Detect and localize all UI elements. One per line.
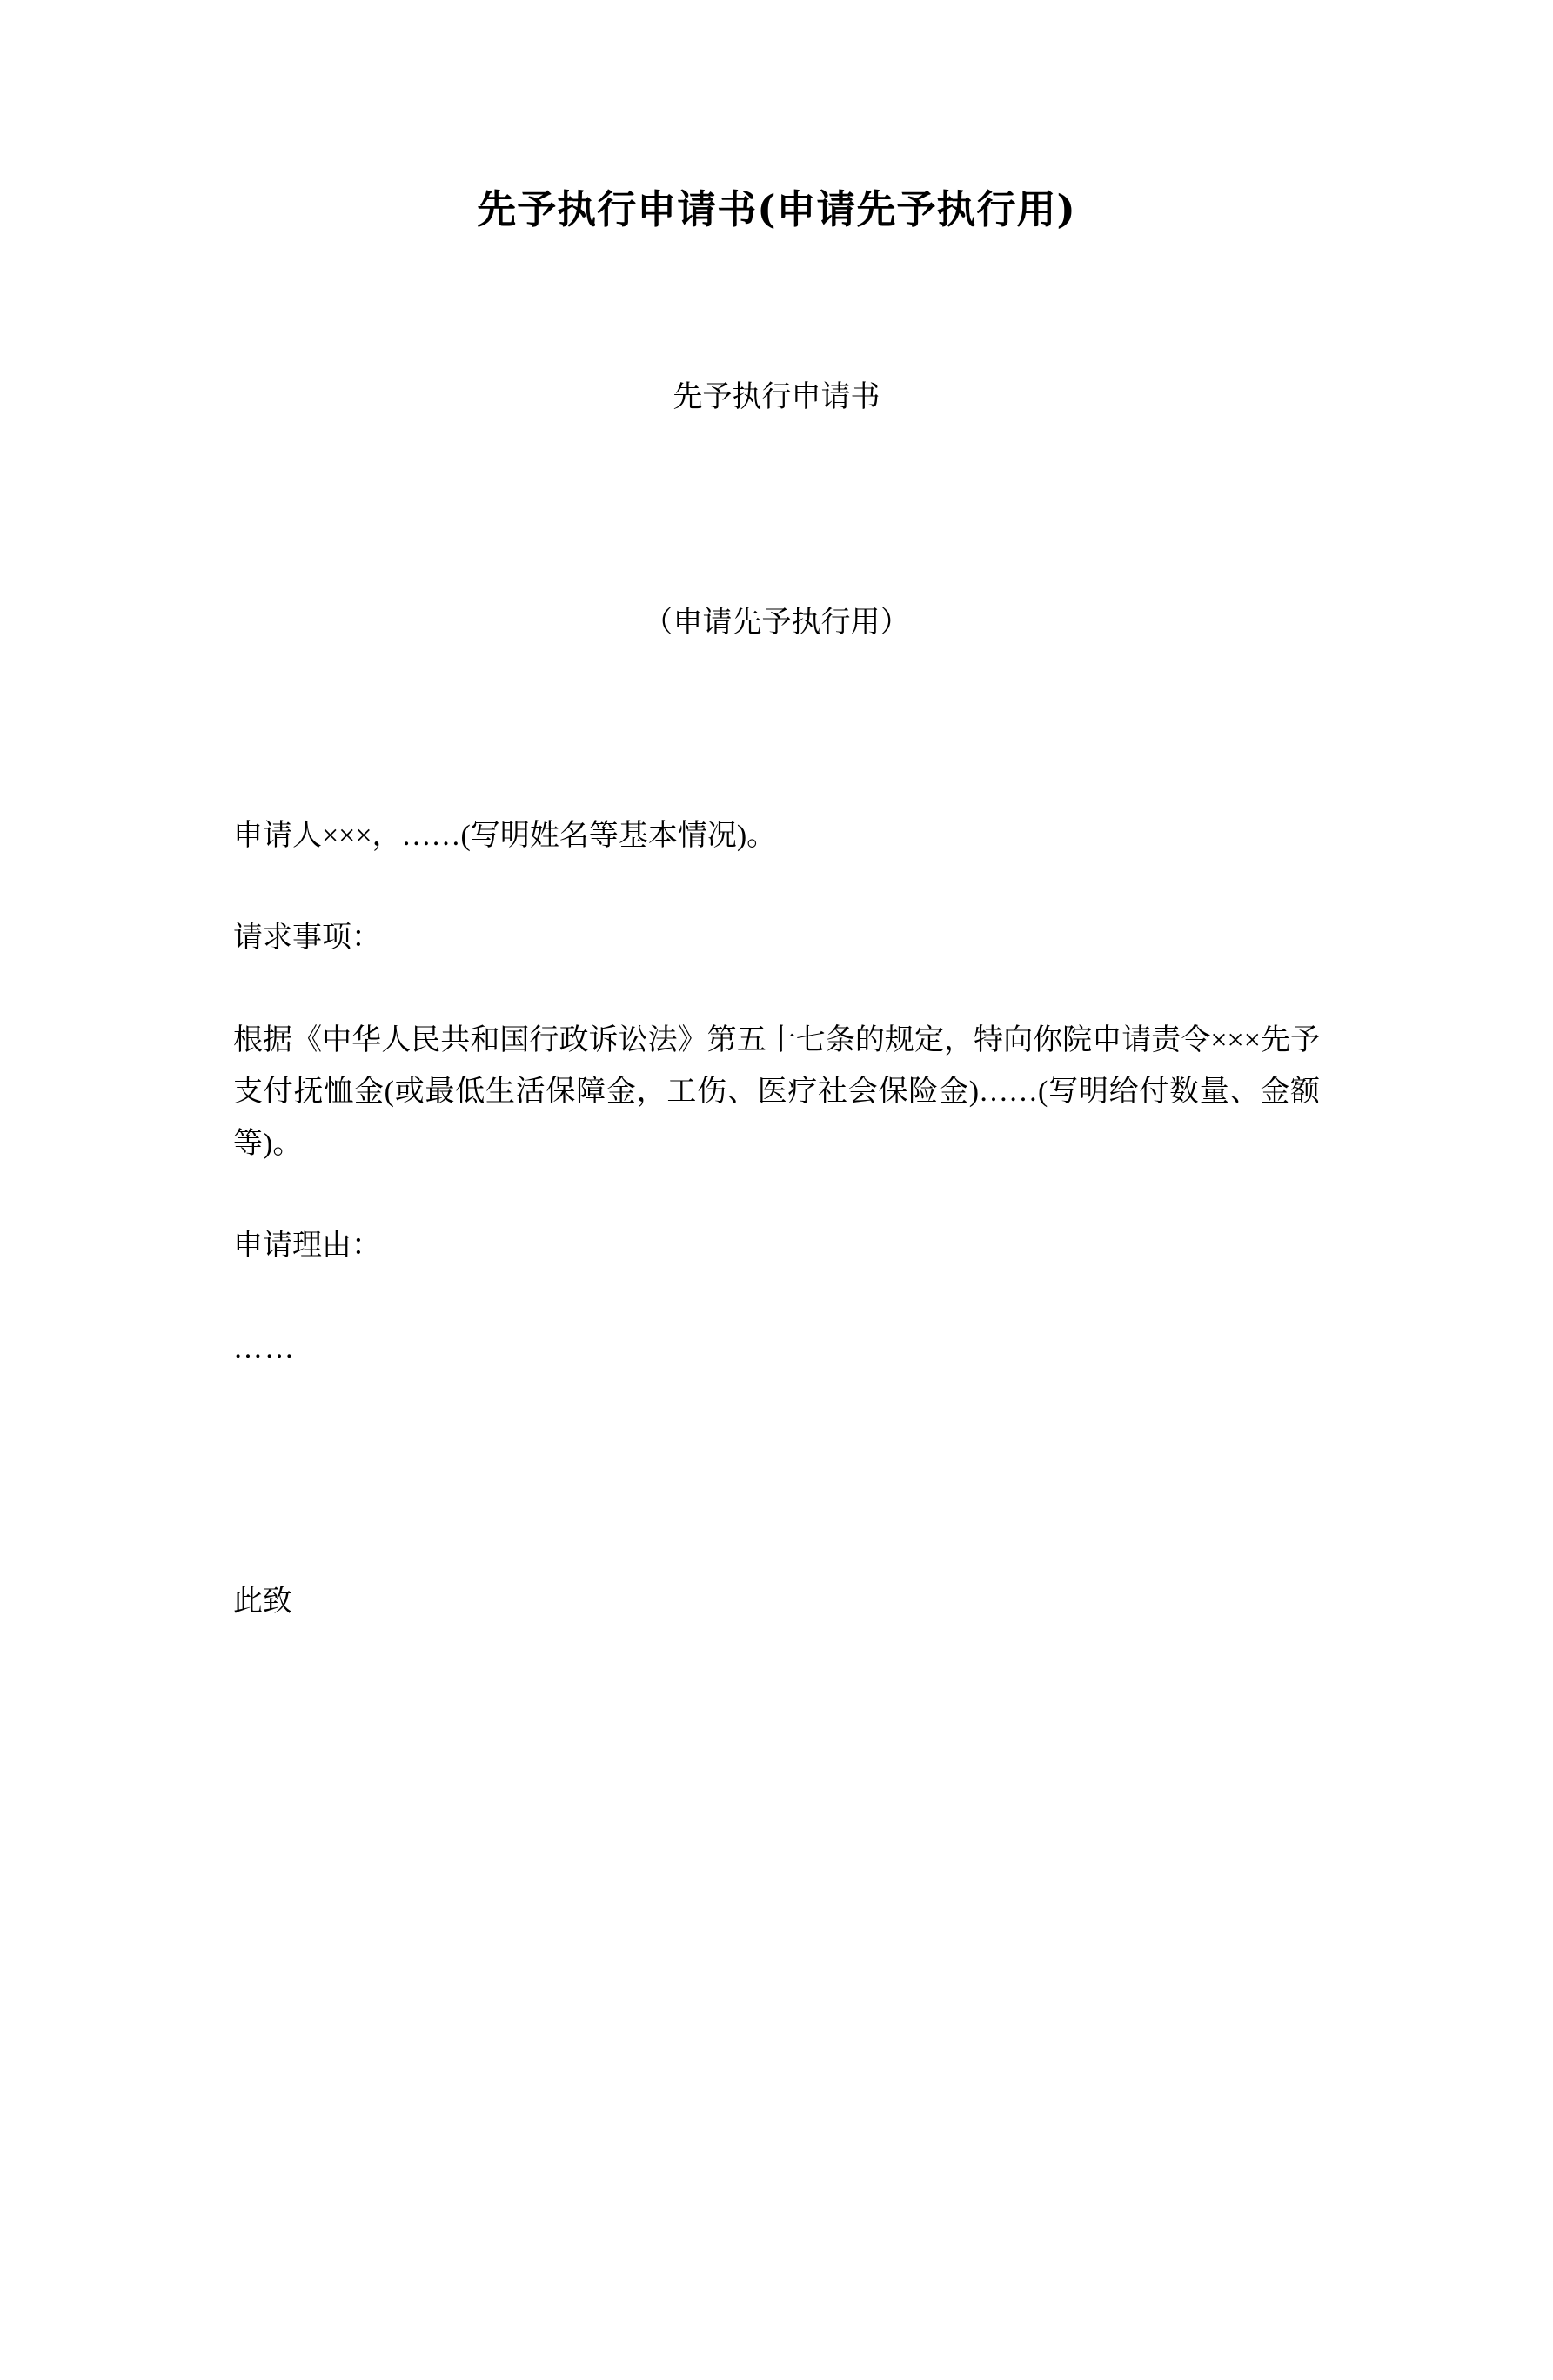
paragraph-request-heading: 请求事项： bbox=[233, 922, 381, 954]
paragraph-reason-body: …… bbox=[233, 1331, 296, 1364]
closing-salutation: 此致 bbox=[233, 1586, 292, 1618]
paragraph-applicant: 申请人×××，……(写明姓名等基本情况)。 bbox=[233, 819, 777, 852]
document-subtitle-sub: （申请先予执行用） bbox=[643, 606, 910, 639]
document-page bbox=[0, 184, 1553, 2380]
document-body bbox=[233, 810, 1320, 1375]
page-title: 先予执行申请书(申请先予执行用) bbox=[477, 186, 1076, 232]
paragraph-reason-heading: 申请理由： bbox=[233, 1230, 381, 1262]
document-subtitle-main: 先予执行申请书 bbox=[673, 380, 880, 413]
paragraph-request-body: 根据《中华人民共和国行政诉讼法》第五十七条的规定，特向你院申请责令×××先予支付抚恤金(或最低生活保障金，工伤、医疗社会保险金)……(写明给付数量、金额等)。 bbox=[233, 1023, 1320, 1160]
